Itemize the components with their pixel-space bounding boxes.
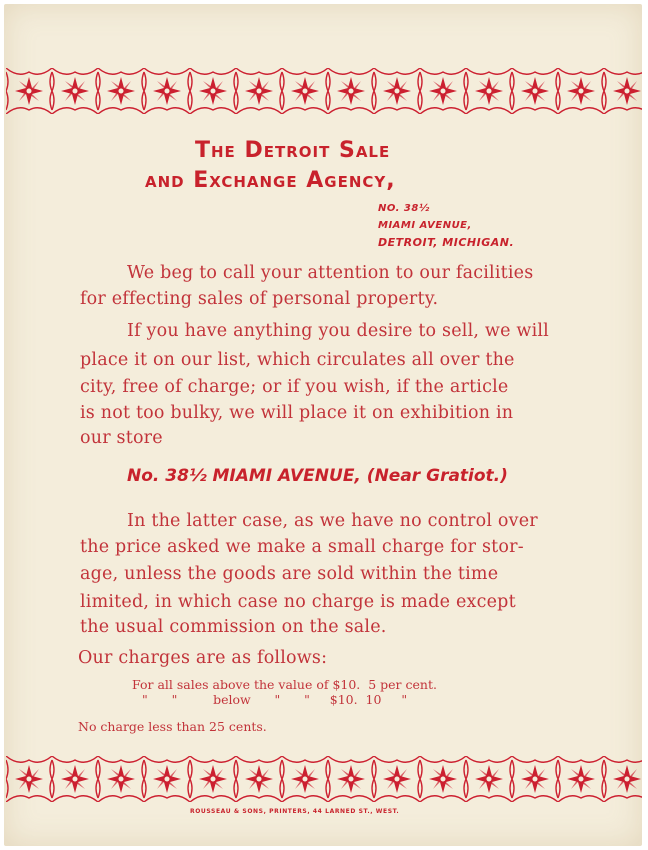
paragraph-3-line: limited, in which case no charge is made except [80, 592, 516, 612]
minimum-charge: No charge less than 25 cents. [78, 719, 267, 734]
paragraph-2-line: If you have anything you desire to sell, we will [127, 321, 549, 341]
address-number: NO. 38½ [378, 203, 430, 214]
paragraph-1-line: We beg to call your attention to our facilities [127, 263, 534, 283]
address-city: DETROIT, MICHIGAN. [378, 236, 515, 249]
floral-border-bottom [6, 756, 642, 802]
paragraph-3-line: the usual commission on the sale. [80, 617, 387, 637]
paragraph-2-line: is not too bulky, we will place it on exhibition in [80, 403, 514, 423]
paragraph-3-line: age, unless the goods are sold within the time [80, 564, 499, 584]
paragraph-3-line: the price asked we make a small charge for stor- [80, 537, 524, 557]
title-line-2: and Exchange Agency, [145, 168, 396, 193]
title-line-1: The Detroit Sale [195, 138, 391, 163]
store-address: No. 38½ MIAMI AVENUE, (Near Gratiot.) [127, 466, 508, 486]
printer-credit: ROUSSEAU & SONS, PRINTERS, 44 LARNED ST., WEST. [190, 808, 400, 815]
paragraph-2-line: place it on our list, which circulates all over the [80, 350, 515, 370]
charge-row-below: " " below " " $10. 10 " [142, 692, 408, 707]
address-street: MIAMI AVENUE, [378, 220, 472, 231]
charge-row-above: For all sales above the value of $10. 5 per cent. [132, 677, 437, 692]
paragraph-1-line: for effecting sales of personal property. [80, 289, 439, 309]
paragraph-2-line: city, free of charge; or if you wish, if the article [80, 377, 509, 397]
paragraph-2-line: our store [80, 428, 163, 448]
charges-heading: Our charges are as follows: [78, 648, 328, 668]
paragraph-3-line: In the latter case, as we have no control over [127, 511, 538, 531]
floral-border-top [6, 68, 642, 114]
